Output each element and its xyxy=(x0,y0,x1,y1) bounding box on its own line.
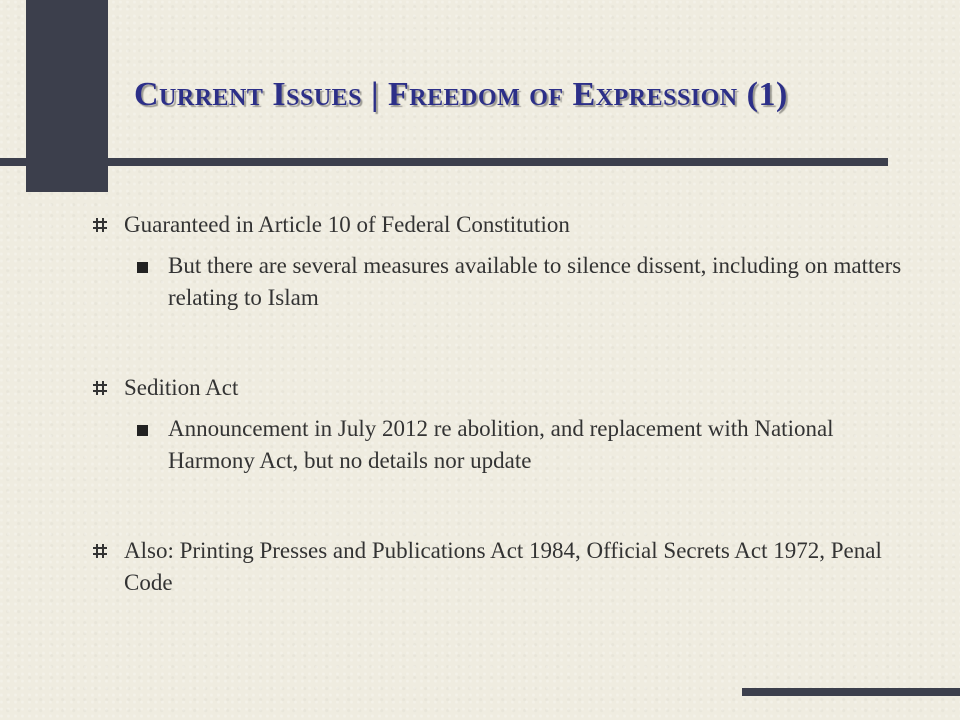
hash-bullet-icon xyxy=(92,217,108,233)
hash-bullet-icon xyxy=(92,543,108,559)
sub-bullet-dissent: But there are several measures available to silence dissent, including on matters relating to Islam xyxy=(168,253,902,310)
bullet-sedition-act: Sedition Act xyxy=(124,375,239,400)
square-bullet-icon xyxy=(137,425,148,436)
bullet-other-acts: Also: Printing Presses and Publications Act 1984, Official Secrets Act 1972, Penal Code xyxy=(124,538,882,595)
square-bullet-icon xyxy=(137,262,148,273)
sub-bullet-abolition: Announcement in July 2012 re abolition, and replacement with National Harmony Act, but no details nor update xyxy=(168,416,834,473)
slide-title: Current Issues | Freedom of Expression (1) xyxy=(134,76,788,113)
bullet-article-10: Guaranteed in Article 10 of Federal Constitution xyxy=(124,212,570,237)
hash-bullet-icon xyxy=(92,380,108,396)
